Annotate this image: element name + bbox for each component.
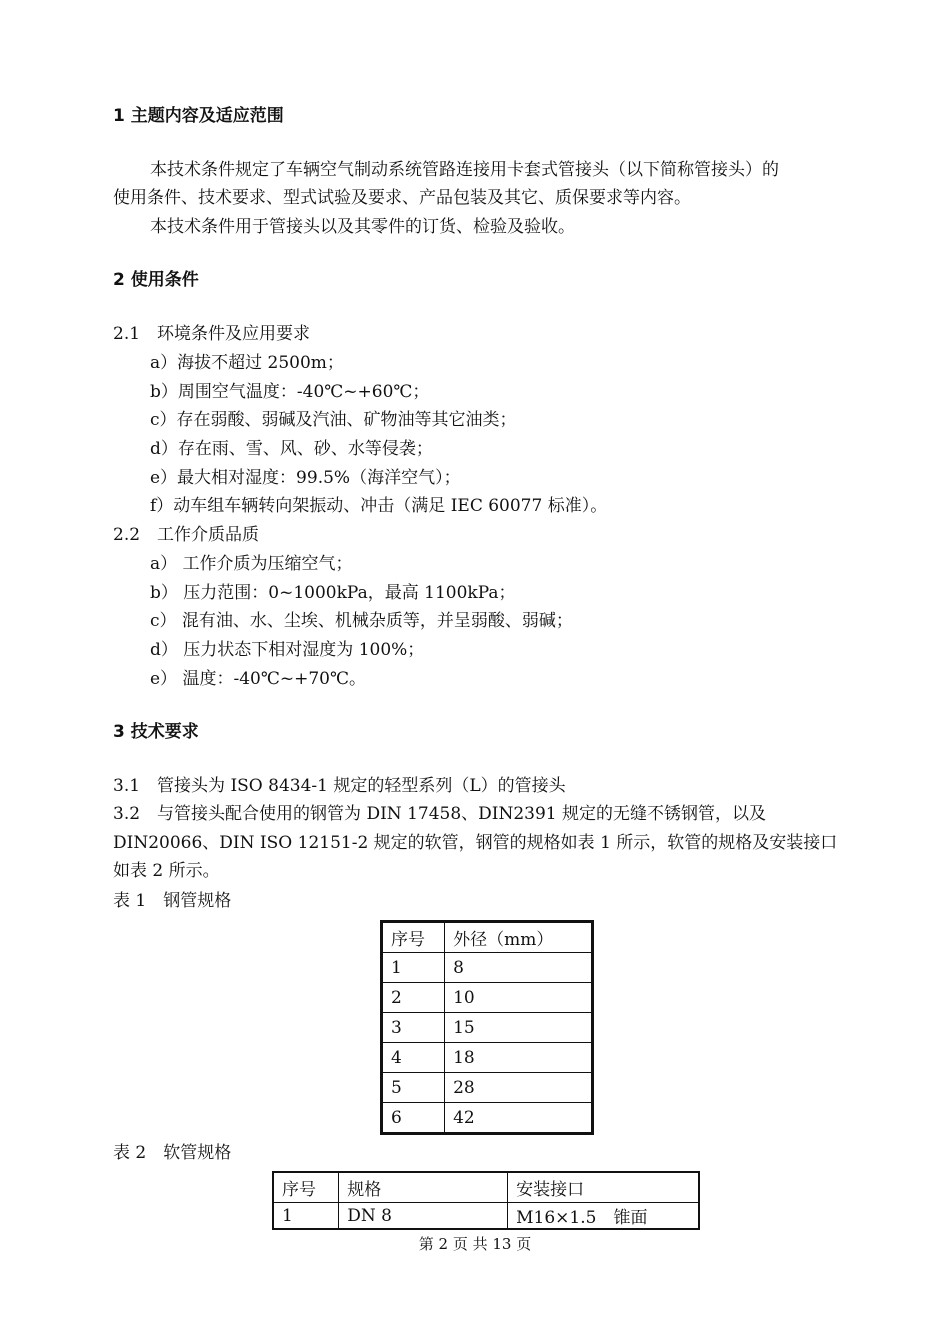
condition-item: b）周围空气温度：-40℃~+60℃； xyxy=(150,382,430,402)
table-cell: 28 xyxy=(445,1073,593,1103)
section-1-paragraph-2: 本技术条件用于管接头以及其零件的订货、检验及验收。 xyxy=(150,217,575,237)
condition-item: c）存在弱酸、弱碱及汽油、矿物油等其它油类； xyxy=(150,410,517,430)
table-row xyxy=(382,1103,593,1134)
table-header-row xyxy=(273,1172,699,1203)
column-header: 序号 xyxy=(382,922,445,953)
table-row xyxy=(382,953,593,983)
table-cell: DN 8 xyxy=(339,1203,508,1230)
table-cell: 18 xyxy=(445,1043,593,1073)
section-1-paragraph-1-line-1: 本技术条件规定了车辆空气制动系统管路连接用卡套式管接头（以下简称管接头）的 xyxy=(150,160,779,180)
steel-pipe-table xyxy=(380,920,594,1135)
column-header: 规格 xyxy=(339,1172,508,1203)
hose-table xyxy=(272,1171,700,1230)
column-header: 外径（mm） xyxy=(445,922,593,953)
clause-3-2-line-2: DIN20066、DIN ISO 12151-2 规定的软管，钢管的规格如表 1 所示，软管的规格及安装接口 xyxy=(113,833,838,853)
clause-3-2-line-1: 3.2 与管接头配合使用的钢管为 DIN 17458、DIN2391 规定的无缝不锈钢管，以及 xyxy=(113,804,767,824)
table-cell: 1 xyxy=(382,953,445,983)
table-cell: 8 xyxy=(445,953,593,983)
table-cell: 5 xyxy=(382,1073,445,1103)
section-1-heading: 1 主题内容及适应范围 xyxy=(113,106,284,126)
condition-item: f）动车组车辆转向架振动、冲击（满足 IEC 60077 标准）。 xyxy=(150,496,608,516)
column-header: 安装接口 xyxy=(508,1172,699,1203)
medium-item: a） 工作介质为压缩空气； xyxy=(150,554,353,574)
condition-item: d）存在雨、雪、风、砂、水等侵袭； xyxy=(150,439,433,459)
table-cell: 6 xyxy=(382,1103,445,1134)
subsection-2-2-title: 2.2 工作介质品质 xyxy=(113,525,260,545)
condition-item: a）海拔不超过 2500m； xyxy=(150,353,344,373)
medium-item: c） 混有油、水、尘埃、机械杂质等，并呈弱酸、弱碱； xyxy=(150,611,573,631)
medium-item: e） 温度：-40℃~+70℃。 xyxy=(150,669,366,689)
table-cell: 10 xyxy=(445,983,593,1013)
table-cell: 4 xyxy=(382,1043,445,1073)
table-row xyxy=(382,1043,593,1073)
subsection-2-1-title: 2.1 环境条件及应用要求 xyxy=(113,324,311,344)
table-row xyxy=(273,1203,699,1230)
table-cell: 2 xyxy=(382,983,445,1013)
table-row xyxy=(382,983,593,1013)
clause-3-1: 3.1 管接头为 ISO 8434-1 规定的轻型系列（L）的管接头 xyxy=(113,776,566,796)
table-cell: 3 xyxy=(382,1013,445,1043)
table-cell: 42 xyxy=(445,1103,593,1134)
table-cell: 1 xyxy=(273,1203,339,1230)
condition-item: e）最大相对湿度：99.5%（海洋空气）； xyxy=(150,468,461,488)
page-number-footer: 第 2 页 共 13 页 xyxy=(418,1235,532,1253)
medium-item: d） 压力状态下相对湿度为 100%； xyxy=(150,640,425,660)
column-header: 序号 xyxy=(273,1172,339,1203)
medium-item: b） 压力范围：0~1000kPa，最高 1100kPa； xyxy=(150,583,516,603)
table-row xyxy=(382,1013,593,1043)
table-cell: 15 xyxy=(445,1013,593,1043)
section-2-heading: 2 使用条件 xyxy=(113,270,199,290)
table-1-caption: 表 1 钢管规格 xyxy=(113,891,232,911)
section-1-paragraph-1-line-2: 使用条件、技术要求、型式试验及要求、产品包装及其它、质保要求等内容。 xyxy=(113,188,691,208)
clause-3-2-line-3: 如表 2 所示。 xyxy=(113,861,220,881)
table-cell: M16×1.5 锥面 xyxy=(508,1203,699,1230)
table-2-caption: 表 2 软管规格 xyxy=(113,1143,232,1163)
section-3-heading: 3 技术要求 xyxy=(113,722,199,742)
table-row xyxy=(382,1073,593,1103)
table-header-row xyxy=(382,922,593,953)
